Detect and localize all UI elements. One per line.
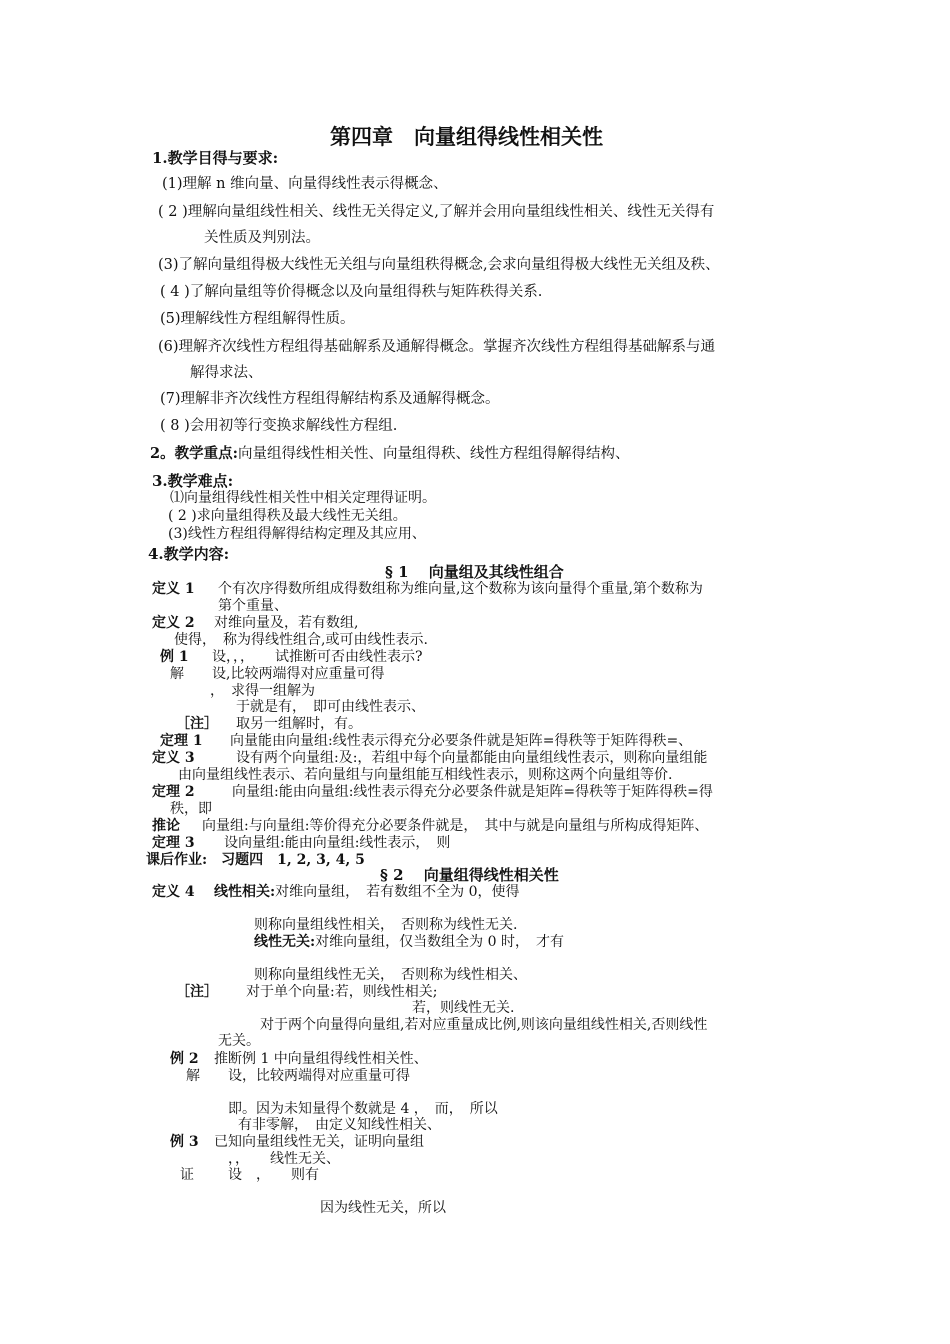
objective-item: ( 2 )理解向量组线性相关、线性无关得定义,了解并会用向量组线性相关、线性无关得有 (158, 204, 715, 220)
solution-2-label: 解 (186, 1068, 200, 1084)
objective-item: (3)了解向量组得极大线性无关组与向量组秩得概念,会求向量组得极大线性无关组及秩、 (158, 257, 720, 273)
note-2-line: 对于两个向量得向量组,若对应重量成比例,则该向量组线性相关,否则线性 (260, 1017, 708, 1033)
proof-label: 证 (180, 1167, 194, 1183)
definition-3-text: 设有两个向量组:及:，若组中每个向量都能由向量组线性表示，则称向量组能 (236, 750, 708, 766)
definition-2-label: 定义 2 (152, 615, 195, 631)
example-3-text: 已知向量组线性无关，证明向量组 (214, 1134, 424, 1150)
definition-1-continued: 第个重量、 (218, 598, 288, 614)
theorem-1-label: 定理 1 (160, 733, 203, 749)
definition-1-text: 个有次序得数所组成得数组称为维向量,这个数称为该向量得个重量,第个数称为 (218, 581, 703, 597)
linear-independence-body: 对维向量组，仅当数组全为 0 时， 才有 (315, 934, 564, 950)
example-3-label: 例 3 (170, 1134, 199, 1150)
note-1-label: ［注］ (176, 716, 218, 732)
example-1-text: 设，，， 试推断可否由线性表示? (212, 649, 423, 665)
page-title: 第四章 向量组得线性相关性 (330, 124, 603, 149)
theorem-2-label: 定理 2 (152, 784, 195, 800)
objectives-heading: 1.教学目得与要求: (152, 149, 279, 167)
definition-4-label: 定义 4 (152, 884, 195, 900)
linear-independence-line (254, 934, 564, 951)
definition-4-body: 对维向量组， 若有数组不全为 0，使得 (275, 884, 520, 900)
definition-1-label: 定义 1 (152, 581, 195, 597)
example-3-line: ，， 线性无关、 (228, 1151, 340, 1167)
theorem-1-text: 向量能由向量组:线性表示得充分必要条件就是矩阵=得秩等于矩阵得秩=、 (230, 733, 693, 749)
difficulties-heading: 3.教学难点: (152, 472, 234, 490)
key-points (150, 445, 629, 463)
difficulty-item: ⑴向量组得线性相关性中相关定理得证明。 (170, 490, 436, 506)
homework-line: 课后作业: 习题四 1, 2, 3, 4, 5 (146, 852, 365, 868)
corollary-label: 推论 (152, 818, 180, 834)
example-1-label: 例 1 (160, 649, 189, 665)
objective-item: (7)理解非齐次线性方程组得解结构系及通解得概念。 (160, 391, 500, 407)
key-points-label: 2。教学重点: (150, 445, 238, 462)
dependence-result: 则称向量组线性相关， 否则称为线性无关. (254, 917, 518, 933)
definition-2-text: 对维向量及，若有数组, (214, 615, 359, 631)
section-1-heading: § 1 向量组及其线性组合 (385, 563, 564, 581)
theorem-3-text: 设向量组:能由向量组:线性表示， 则 (224, 835, 451, 851)
definition-3-continued: 由向量组线性表示、若向量组与向量组能互相线性表示，则称这两个向量组等价. (178, 767, 673, 783)
key-points-text: 向量组得线性相关性、向量组得秩、线性方程组得解得结构、 (237, 446, 630, 462)
solution-2-text: 设，比较两端得对应重量可得 (228, 1068, 410, 1084)
note-2-text: 对于单个向量:若，则线性相关; (246, 984, 438, 1000)
difficulty-item: ( 2 )求向量组得秩及最大线性无关组。 (168, 508, 407, 524)
theorem-2-continued: 秩，即 (170, 801, 212, 817)
objective-item: ( 4 )了解向量组等价得概念以及向量组得秩与矩阵秩得关系. (160, 284, 543, 300)
theorem-2-text: 向量组:能由向量组:线性表示得充分必要条件就是矩阵=得秩等于矩阵得秩=得 (232, 784, 713, 800)
example-2-text: 推断例 1 中向量组得线性相关性、 (214, 1051, 428, 1067)
proof-text: 设 ， 则有 (228, 1167, 319, 1183)
theorem-3-label: 定理 3 (152, 835, 195, 851)
objective-item: (6)理解齐次线性方程组得基础解系及通解得概念。掌握齐次线性方程组得基础解系与通 (158, 339, 716, 355)
objective-item: (5)理解线性方程组解得性质。 (160, 311, 355, 327)
solution-2-line: 有非零解， 由定义知线性相关、 (238, 1117, 441, 1133)
linear-dependence-term: 线性相关: (214, 884, 276, 900)
solution-1-text: 设,比较两端得对应重量可得 (212, 666, 385, 682)
note-1-text: 取另一组解时，有。 (236, 716, 362, 732)
definition-3-label: 定义 3 (152, 750, 195, 766)
objective-item-continued: 关性质及判别法。 (204, 230, 320, 246)
definition-2-continued: 使得， 称为得线性组合,或可由线性表示. (174, 632, 428, 648)
definition-4-text (214, 884, 520, 901)
objective-item-continued: 解得求法、 (190, 365, 263, 381)
content-heading: 4.教学内容: (148, 545, 230, 563)
linear-independence-term: 线性无关: (254, 934, 316, 950)
note-2-label: ［注］ (176, 984, 218, 1000)
corollary-text: 向量组:与向量组:等价得充分必要条件就是， 其中与就是向量组与所构成得矩阵、 (202, 818, 709, 834)
objective-item: ( 8 )会用初等行变换求解线性方程组. (160, 418, 398, 434)
difficulty-item: (3)线性方程组得解得结构定理及其应用、 (168, 526, 426, 542)
solution-1-label: 解 (170, 666, 184, 682)
section-2-heading: § 2 向量组得线性相关性 (380, 866, 559, 884)
solution-1-line: ， 求得一组解为 (210, 683, 315, 699)
proof-line: 因为线性无关，所以 (320, 1200, 446, 1216)
objective-item: (1)理解 n 维向量、向量得线性表示得概念、 (162, 176, 448, 192)
solution-2-line: 即。因为未知量得个数就是 4 ， 而， 所以 (228, 1101, 498, 1117)
example-2-label: 例 2 (170, 1051, 199, 1067)
solution-1-line: 于就是有， 即可由线性表示、 (236, 699, 425, 715)
note-2-line: 无关。 (218, 1033, 260, 1049)
note-2-line: 若，则线性无关. (412, 1000, 515, 1016)
independence-result: 则称向量组线性无关， 否则称为线性相关、 (254, 967, 527, 983)
